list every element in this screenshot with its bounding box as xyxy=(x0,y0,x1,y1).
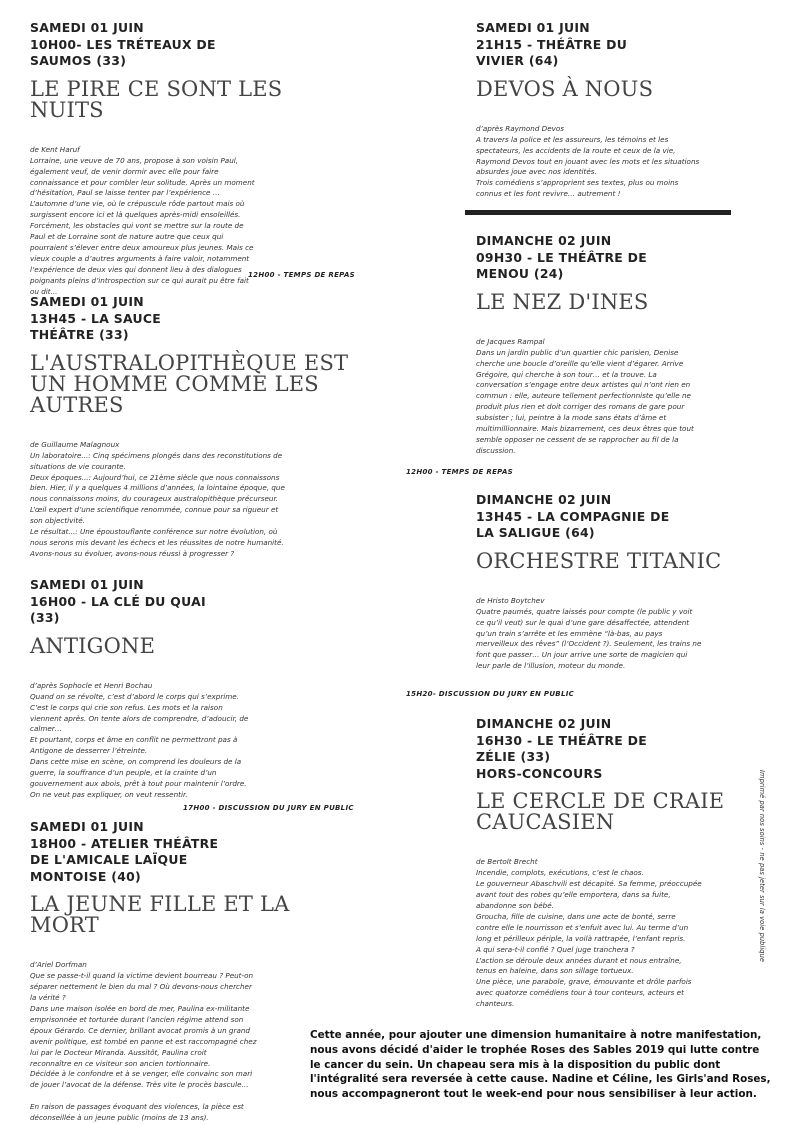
schedule-note: 12H00 - TEMPS DE REPAS xyxy=(248,271,355,279)
event-title: LA JEUNE FILLE ET LA MORT xyxy=(30,892,290,938)
schedule-note: 12H00 - TEMPS DE REPAS xyxy=(406,468,513,476)
announcement-text: Cette année, pour ajouter une dimension humanitaire à notre manifestation, nous avons décidé d'aider le trophée Roses des Sables 2019 qui lutte contre le cancer du sein. Un chapeau sera mis à la disposition du public dont l'intégralité sera reversée à cette cause. Nadine et Céline, les Girls'and Roses, nous accompagneront tout le week-end pour nous sensibiliser à leur action. xyxy=(310,1029,771,1101)
event-description: d’Ariel Dorfman Que se passe-t-il quand la victime devient bourreau ? Peut-on séparer nettement le bien du mal ? Où devons-nous chercher la vérité ? Dans une maison isolée en bord de mer, Paulina ex-militante emprisonnée et torturée durant l’ancien régime attend son époux Gérardo. Ce dernier, brillant avocat promis à un grand avenir politique, est tombé en panne et est raccompagné chez lui par le Docteur Miranda. Aussitôt, Paulina croit reconnaître en ce visiteur son ancien tortionnaire. Décidée à le confondre et à se venger, elle convainc son mari de jouer l’avocat de la défense. Très vite le procès bascule… En raison de passages évoquant des violences, la pièce est déconseillée à un jeune public (moins de 13 ans). xyxy=(30,960,257,1123)
event-block xyxy=(30,819,352,1124)
event-description: de Kent Haruf Lorraine, une veuve de 70 ans, propose à son voisin Paul, également veuf, de venir dormir avec elle pour faire connaissance et pour combler leur solitude. Après un moment d’hésitation, Paul se laisse tenter par l’expérience … L’automne d’une vie, où le crépuscule rôde partout mais où surgissent encore ici et là quelques après-midi ensoleillés. Forcément, les obstacles qui vont se mettre sur la route de Paul et de Lorraine sont de nature autre que ceux qui pourraient s’élever entre deux amoureux plus jeunes. Mais ce vieux couple a d’autres arguments à faire valoir, notamment l’expérience de deux vies qui donnent lieu à des dialogues poignants pleins d’introspection sur ce qui aurait pu être fait ou dit... xyxy=(30,144,255,296)
event-heading: SAMEDI 01 JUIN 10H00- LES TRÉTEAUX DE SAUMOS (33) xyxy=(30,20,216,69)
event-title: ANTIGONE xyxy=(30,633,156,658)
event-heading: DIMANCHE 02 JUIN 13H45 - LA COMPAGNIE DE LA SALIGUE (64) xyxy=(476,492,670,541)
event-block xyxy=(476,492,732,672)
event-block xyxy=(30,20,352,297)
event-title: LE PIRE CE SONT LES NUITS xyxy=(30,76,283,122)
event-title: DEVOS À NOUS xyxy=(476,76,654,101)
event-description: de Bertolt Brecht Incendie, complots, exécutions, c’est le chaos. Le gouverneur Abaschvili est décapité. Sa femme, préoccupée avant tout des robes qu’elle emportera, dans sa fuite, abandonne son bébé. Groucha, fille de cuisine, dans une acte de bonté, serre contre elle le nourrisson et s’enfuit avec lui. Au terme d’un long et périlleux périple, la voilà rattrapée, l’enfant repris. A qui sera-t-il confié ? Quel juge tranchera ? L’action se déroule deux années durant et nous entraîne, tenus en haleine, dans son sillage tortueux. Une pièce, une parabole, grave, émouvante et drôle parfois avec quatorze comédiens tour à tour conteurs, acteurs et chanteurs. xyxy=(476,857,702,1009)
event-title: LE CERCLE DE CRAIE CAUCASIEN xyxy=(476,789,725,835)
event-block xyxy=(30,577,352,801)
event-heading: DIMANCHE 02 JUIN 09H30 - LE THÉÂTRE DE MENOU (24) xyxy=(476,233,648,282)
schedule-note: 17H00 - DISCUSSION DU JURY EN PUBLIC xyxy=(183,804,354,812)
event-heading: SAMEDI 01 JUIN 18H00 - ATELIER THÉÂTRE DE L'AMICALE LAÏQUE MONTOISE (40) xyxy=(30,819,219,884)
event-heading: SAMEDI 01 JUIN 16H00 - LA CLÉ DU QUAI (33) xyxy=(30,577,206,626)
event-block xyxy=(476,233,732,457)
event-title: L'AUSTRALOPITHÈQUE EST UN HOMME COMME LES AUTRES xyxy=(30,350,349,417)
event-block xyxy=(476,716,732,1010)
divider-rule xyxy=(465,210,731,215)
left-column xyxy=(30,20,352,297)
event-title: ORCHESTRE TITANIC xyxy=(476,548,722,573)
event-description: de Hristo Boytchev Quatre paumés, quatre laissés pour compte (le public y voit ce qu’il veut) sur le quai d’une gare désaffectée, attendent qu’un train s’arrête et les emmène “là-bas, au pays merveilleux des rêves” (l’Occident ?). Seulement, les trains ne font que passer… Un jour arrive une sorte de magicien qui leur parle de l’illusion, moteur du monde. xyxy=(476,595,702,671)
event-description: d’après Sophocle et Henri Bochau Quand on se révolte, c’est d’abord le corps qui s’exprime. C’est le corps qui crie son refus. Les mots et la raison viennent après. On tente alors de comprendre, d’adoucir, de calmer… Et pourtant, corps et âme en conflit ne permettront pas à Antigone de desserrer l’étreinte. Dans cette mise en scène, on comprend les douleurs de la guerre, la souffrance d’un peuple, et la crainte d’un gouvernement aux abois, prêt à tout pour maintenir l’ordre. On ne veut pas expliquer, on veut ressentir. xyxy=(30,680,249,799)
event-heading: SAMEDI 01 JUIN 13H45 - LA SAUCE THÉÂTRE (33) xyxy=(30,294,161,343)
event-block xyxy=(30,294,352,560)
event-block xyxy=(476,20,732,200)
print-notice: Imprimé par nos soins - ne pas jeter sur la voie publique xyxy=(758,770,766,963)
schedule-note: 15H20- DISCUSSION DU JURY EN PUBLIC xyxy=(406,690,575,698)
event-description: d’après Raymond Devos A travers la police et les assureurs, les témoins et les spectateurs, les accidents de la route et ceux de la vie, Raymond Devos tout en jouant avec les mots et les situations absurdes joue avec nos identités. Trois comédiens s’approprient ses textes, plus ou moins connus et les font revivre… autrement ! xyxy=(476,123,700,199)
event-title: LE NEZ D'INES xyxy=(476,289,649,314)
event-description: de Guillaume Malagnoux Un laboratoire...: Cinq spécimens plongés dans des reconstitutions de situations de vie courante. Deux époques...: Aujourd’hui, ce 21ème siècle que nous connaissons bien. Hier, il y a quelques 4 millions d’années, la lointaine époque, que nous connaissons moins, du courageux australopithèque précurseur. L’œil expert d’une scientifique renommée, connue pour sa rigueur et son objectivité. Le résultat...: Une époustouflante conférence sur notre évolution, où nous serons mis devant les échecs et les réussites de notre humanité. Avons-nous su évoluer, avons-nous réussi à progresser ? xyxy=(30,439,285,558)
event-description: de Jacques Rampal Dans un jardin public d’un quartier chic parisien, Denise cherche une boucle d’oreille qu’elle vient d’égarer. Arrive Grégoire, qui cherche à son tour… et la trouve. La conversation s’engage entre deux artistes qui n’ont rien en commun : elle, auteure tellement perfectionniste qu’elle ne produit plus rien et doit corriger des romans de gare pour subsister ; lui, peintre à la mode sans états d’âme et multimillionnaire. Mais bizarrement, ces deux êtres que tout semble opposer ne cessent de se rapprocher au fil de la discussion. xyxy=(476,336,694,455)
event-heading: DIMANCHE 02 JUIN 16H30 - LE THÉÂTRE DE ZÉLIE (33) HORS-CONCOURS xyxy=(476,716,648,781)
event-heading: SAMEDI 01 JUIN 21H15 - THÉÂTRE DU VIVIER (64) xyxy=(476,20,628,69)
